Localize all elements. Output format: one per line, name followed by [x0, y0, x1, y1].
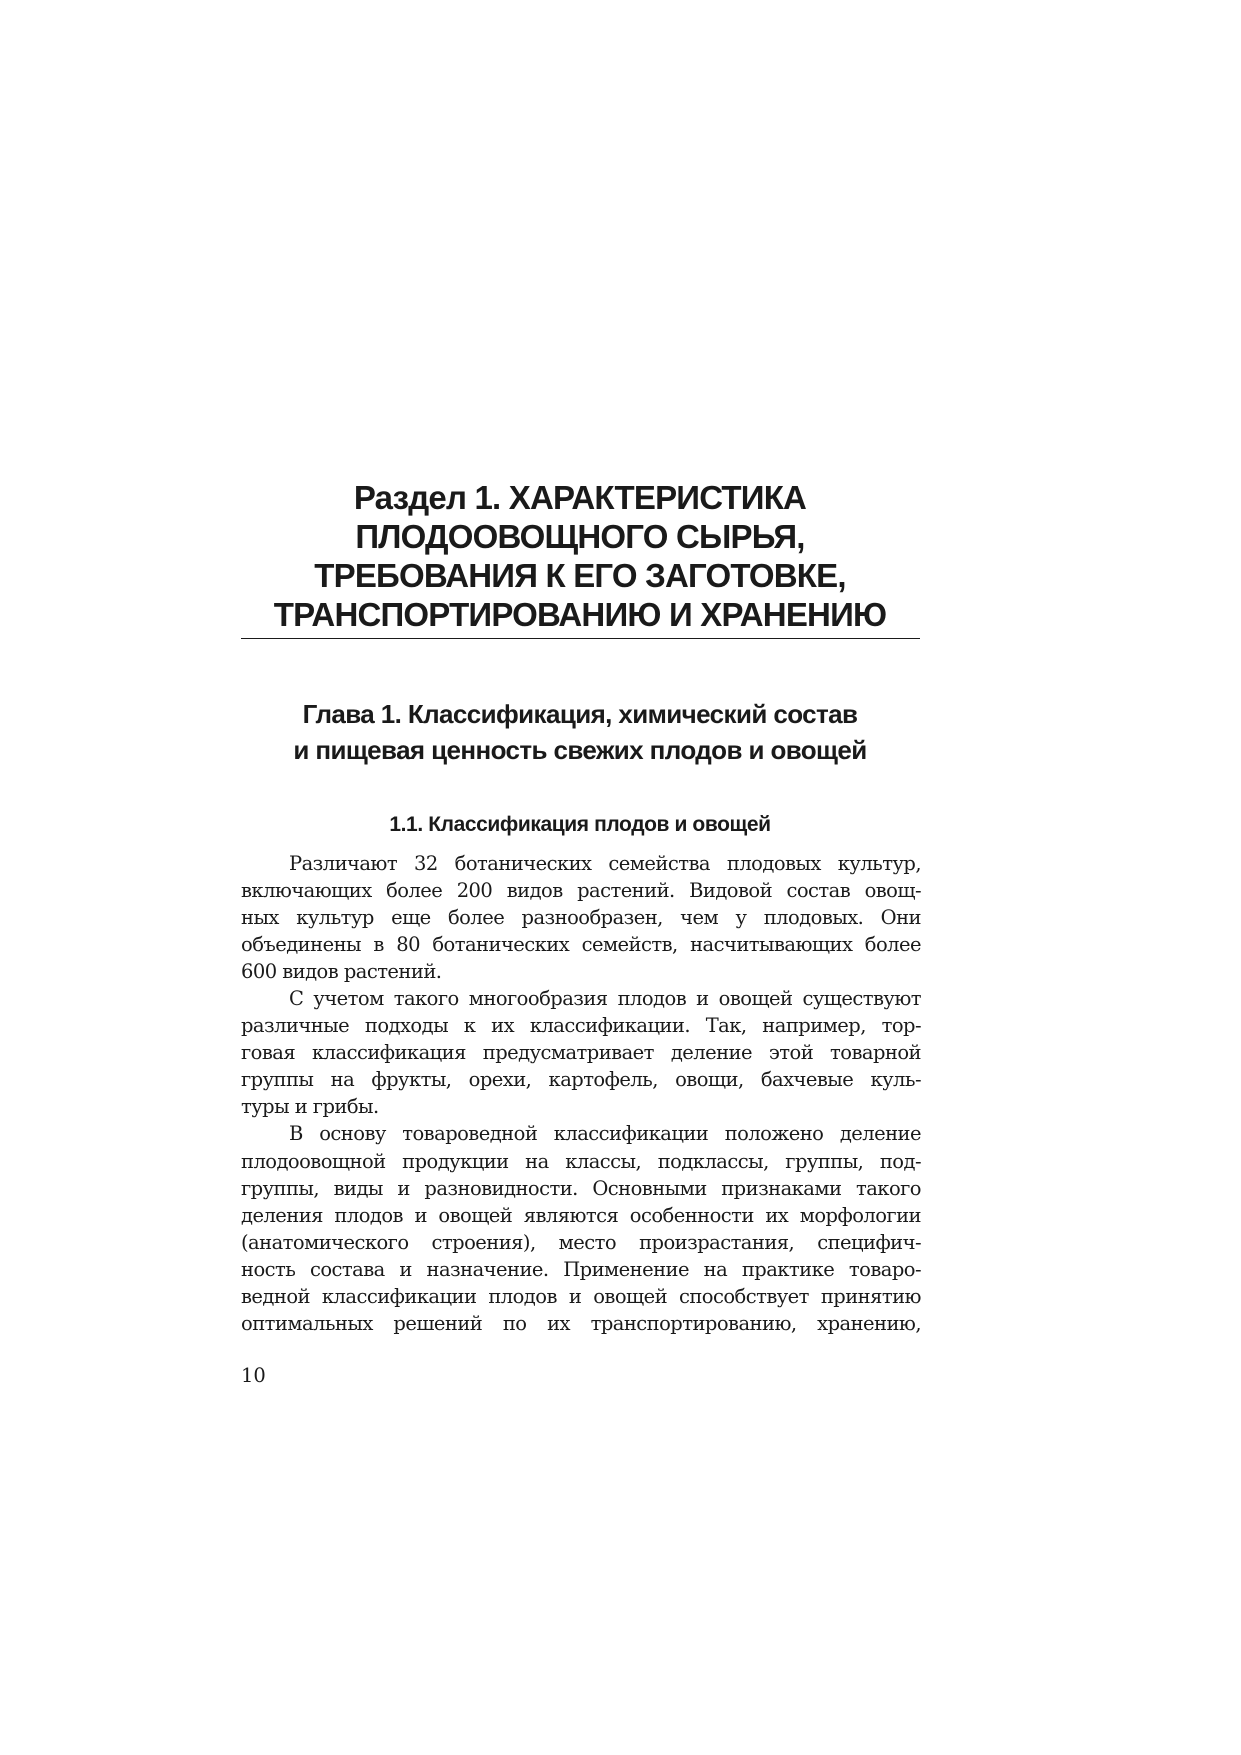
text-line: группы, виды и разновидности. Основными признаками такого — [241, 1176, 921, 1200]
section-title-line: ТРЕБОВАНИЯ К ЕГО ЗАГОТОВКЕ, — [314, 557, 846, 594]
text-line: различные подходы к их классификации. Так, например, тор- — [241, 1014, 921, 1038]
text-line: С учетом такого многообразия плодов и овощей существуют — [289, 987, 921, 1011]
chapter-title-line: и пищевая ценность свежих плодов и овощей — [293, 735, 867, 765]
subsection-title: 1.1. Классификация плодов и овощей — [389, 813, 771, 836]
section-title-line: Раздел 1. ХАРАКТЕРИСТИКА — [353, 479, 807, 516]
text-line: Различают 32 ботанических семейства плодовых культур, — [289, 852, 921, 875]
paragraph — [241, 985, 921, 1120]
text-line: включающих более 200 видов растений. Видовой состав овощ- — [241, 879, 921, 903]
text-line: говая классификация предусматривает деление этой товарной — [241, 1041, 921, 1065]
paragraph — [241, 850, 921, 985]
text-line: деления плодов и овощей являются особенности их морфологии — [241, 1203, 921, 1227]
text-line: В основу товароведной классификации положено деление — [289, 1122, 921, 1146]
chapter-title — [240, 696, 920, 768]
text-line: ность состава и назначение. Применение на практике товаро- — [241, 1257, 921, 1281]
chapter-title-line: Глава 1. Классификация, химический состав — [302, 699, 858, 729]
text-line: оптимальных решений по их транспортированию, хранению, — [241, 1311, 921, 1335]
text-line: туры и грибы. — [241, 1095, 379, 1119]
text-line: ных культур еще более разнообразен, чем у плодовых. Они — [241, 906, 921, 930]
section-title — [240, 478, 920, 634]
section-title-line: ТРАНСПОРТИРОВАНИЮ И ХРАНЕНИЮ — [273, 596, 887, 633]
text-line: ведной классификации плодов и овощей способствует принятию — [241, 1284, 921, 1308]
text-line: (анатомического строения), место произрастания, специфич- — [241, 1230, 921, 1254]
text-line: группы на фрукты, орехи, картофель, овощи, бахчевые куль- — [241, 1068, 921, 1092]
text-line: объединены в 80 ботанических семейств, насчитывающих более — [241, 933, 921, 957]
paragraph — [241, 1120, 921, 1336]
text-line: плодоовощной продукции на классы, подклассы, группы, под- — [241, 1149, 921, 1173]
section-divider — [241, 638, 920, 639]
page-number: 10 — [241, 1364, 266, 1387]
body-text — [241, 850, 921, 1337]
text-line: 600 видов растений. — [241, 960, 442, 984]
section-title-line: ПЛОДООВОЩНОГО СЫРЬЯ, — [355, 518, 805, 555]
